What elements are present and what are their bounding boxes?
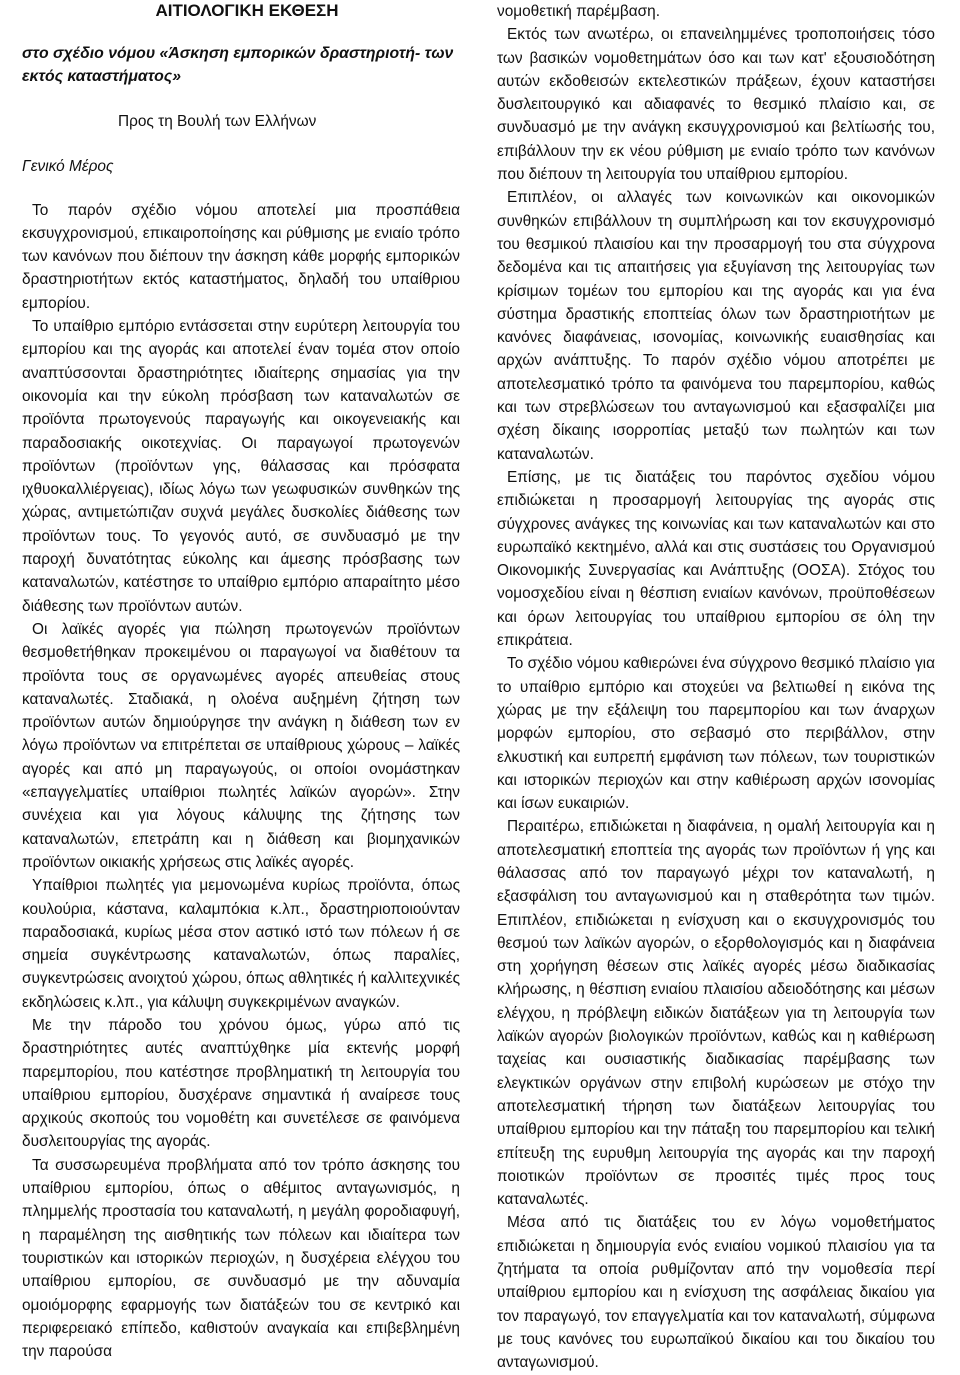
left-column xyxy=(22,0,460,1363)
paragraph: Με την πάροδο του χρόνου όμως, γύρω από τις δραστηριότητες αυτές αναπτύχθηκε μία εκτενής μορφή παρεμπορίου, που κατέστησε προβληματική τη λειτουργία του υπαίθριου εμπορίου, δυσχέρανε σημαντικά ή αναίρεσε τους αρχικούς σκοπούς του νομοθέτη και συνετέλεσε σε φαινόμενα δυσλειτουργίας της αγοράς. xyxy=(22,1016,460,1151)
paragraph: Επίσης, με τις διατάξεις του παρόντος σχεδίου νόμου επιδιώκεται η προσαρμογή λειτουργίας της αγοράς στις σύγχρονες ανάγκες της κοινωνίας και των καταναλωτών και στο ευρωπαϊκό κεκτημένο, αλλά και στις συστάσεις του Οργανισμού Οικονομικής Συνεργασίας και Ανάπτυξης (ΟΟΣΑ). Στόχος του νομοσχεδίου είναι η θέσπιση ενιαίων κανόνων, προϋποθέσεων και όρων λειτουργίας του υπαίθριου εμπορίου σε όλη την επικράτεια. xyxy=(497,468,935,650)
paragraph: Οι λαϊκές αγορές για πώληση πρωτογενών προϊόντων θεσμοθετήθηκαν προκειμένου οι παραγωγοί να διαθέτουν τα προϊόντα τους σε οργανωμένες αγορές απευθείας στους καταναλωτές. Σταδιακά, η ολοένα αυξημένη ζήτηση των προϊόντων αυτών δημιούργησε την ανάγκη η διάθεση των εν λόγω προϊόντων να επιτρέπεται σε υπαίθριους χώρους – λαϊκές αγορές και από μη παραγωγούς, οι οποίοι ονομάστηκαν «επαγγελματίες υπαίθριοι πωλητές λαϊκών αγορών». Στην συνέχεια και για λόγους κάλυψης της ζήτησης των καταναλωτών, επετράπη και η διάθεση και βιομηχανικών προϊόντων οικιακής χρήσεως στις λαϊκές αγορές. xyxy=(22,620,460,871)
paragraph: Το παρόν σχέδιο νόμου αποτελεί μια προσπάθεια εκσυγχρονισμού, επικαιροποίησης και ρύθμισης με ενιαίο τρόπο των κανόνων που διέπουν την άσκηση κάθε μορφής εμπορικών δραστηριοτήτων εκτός καταστήματος, δηλαδή του υπαίθριου εμπορίου. xyxy=(22,201,460,312)
right-column xyxy=(497,0,935,1375)
paragraph: Μέσα από τις διατάξεις του εν λόγω νομοθετήματος επιδιώκεται η δημιουργία ενός ενιαίου νομικού πλαισίου για τα ζητήματα τα οποία ρυθμίζονταν από την νομοθεσία περί υπαίθριου εμπορίου και η ενίσχυση της ασφάλειας δικαίου για τον παραγωγό, τον επαγγελματία και τον καταναλωτή, σύμφωνα με τους κανόνες του ευρωπαϊκού δικαίου και του δικαίου του ανταγωνισμού. xyxy=(497,1214,935,1372)
document-title: ΑΙΤΙΟΛΟΓΙΚΗ ΕΚΘΕΣΗ xyxy=(155,1,339,20)
paragraph: Τα συσσωρευμένα προβλήματα από τον τρόπο άσκησης του υπαίθριου εμπορίου, όπως ο αθέμιτος ανταγωνισμός, η πλημμελής προστασία του καταναλωτή, η μεγάλη φοροδιαφυγή, η παραμέληση της αισθητικής των πόλεων και ιδιαίτερα των τουριστικών και ιστορικών περιοχών, η δυσχέρεια ελέγχου του υπαίθριου εμπορίου, σε συνδυασμό με την αδυναμία ομοιόμορφης εφαρμογής των διατάξεών του σε κεντρικό και περιφερειακό επίπεδο, καθιστούν αναγκαία και επιβεβλημένη την παρούσα xyxy=(22,1156,460,1361)
section-label: Γενικό Μέρος xyxy=(22,158,114,176)
paragraph: Εκτός των ανωτέρω, οι επανειλημμένες τροποποιήσεις τόσο των βασικών νομοθετημάτων όσο και των κατ' εξουσιοδότηση αυτών εκδοθεισών εκτελεστικών πράξεων, έχουν καταστήσει δυσλειτουργικό και αδιαφανές το θεσμικό πλαίσιο και, σε συνδυασμό με την ανάγκη εκσυγχρονισμού και βελτίωσής του, επιβάλλουν την εκ νέου ρύθμιση με ενιαίο τρόπο των κανόνων που διέπουν τη λειτουργία του υπαίθριου εμπορίου. xyxy=(497,26,935,184)
paragraph: Επιπλέον, οι αλλαγές των κοινωνικών και οικονομικών συνθηκών επιβάλλουν τη συμπλήρωση και τον εκσυγχρονισμό του θεσμικού πλαισίου και την προσαρμογή του στα σύγχρονα δεδομένα και τις απαιτήσεις για εξυγίανση της λειτουργίας των κρίσιμων τομέων του εμπορίου και της αγοράς και για ένα σύστημα δραστικής εποπτείας όλων των δραστηριοτήτων με κανόνες διαφάνειας, ισονομίας, κοινωνικής ευαισθησίας και αρχών ανάπτυξης. Το παρόν σχέδιο νόμου αποτρέπει με αποτελεσματικό τρόπο τα φαινόμενα του παρεμπορίου, καθώς και των στρεβλώσεων του ανταγωνισμού και εξασφαλίζει μια σχέση δίκαιης ισορροπίας μεταξύ των πωλητών και των καταναλωτών. xyxy=(497,189,935,463)
paragraph: Περαιτέρω, επιδιώκεται η διαφάνεια, η ομαλή λειτουργία και η αποτελεσματική εποπτεία της αγοράς των προϊόντων ή γης και θάλασσας από τον παραγωγό μέχρι τον καταναλωτή, η εξασφάλιση του ανταγωνισμού και η σταθερότητα των τιμών. Επιπλέον, επιδιώκεται η ενίσχυση και ο εκσυγχρονισμός του θεσμού των λαϊκών αγορών, ο εξορθολογισμός και η διαφάνεια στη χορήγηση θέσεων στις λαϊκές αγορές μέσω διαδικασίας κλήρωσης, η θέσπιση ενιαίου πλαισίου αδειοδότησης και μέσων ελέγχου, η πρόβλεψη ειδικών διατάξεων για τη λειτουργία των λαϊκών αγορών βιολογικών προϊόντων, καθώς και η καθιέρωση ταχείας και ουσιαστικής διαδικασίας παρέμβασης των ελεγκτικών οργάνων στην επιβολή κυρώσεων με στόχο την αποτελεσματική τήρηση των διατάξεων λειτουργίας του υπαίθριου εμπορίου και την πάταξη του παρεμπορίου και τελική επίτευξη της ευρυθμη λειτουργία της αγοράς και την παροχή ποιοτικών προϊόντων σε προσιτές τιμές προς τους καταναλωτές. xyxy=(497,818,935,1209)
paragraph-continuation: νομοθετική παρέμβαση. xyxy=(497,3,660,20)
paragraph: Το υπαίθριο εμπόριο εντάσσεται στην ευρύτερη λειτουργία του εμπορίου και της αγοράς και αποτελεί έναν τομέα στον οποίο αναπτύσσονται δραστηριότητες ιδιαίτερης σημασίας για την οικονομία και την εύκολη πρόσβαση των καταναλωτών σε προϊόντα πρωτογενούς παραγωγής και οικογενειακής και παραδοσιακής οικοτεχνίας. Οι παραγωγοί πρωτογενών προϊόντων (προϊόντων γης, θάλασσας και πρόσφατα ιχθυοκαλλιέργειας), ιδίως λόγω των γεωφυσικών συνθηκών της χώρας, αντιμετώπιζαν συχνά μεγάλες δυσκολίες διάθεσης των προϊόντων τους. Το γεγονός αυτό, σε συνδυασμό με την παροχή δυνατότητας εύκολης και άμεσης πρόσβασης των καταναλωτών, κατέστησε το υπαίθριο εμπόριο απαραίτητο μέσο διάθεσης των προϊόντων αυτών. xyxy=(22,318,460,615)
paragraph: Το σχέδιο νόμου καθιερώνει ένα σύγχρονο θεσμικό πλαίσιο για το υπαίθριο εμπόριο και στοχεύει να βελτιωθεί η εικόνα της χώρας με την εξάλειψη του παρεμπορίου και των άναρχων μορφών εμπορίου, στο σεβασμό στο περιβάλλον, στην ελκυστική και ευπρεπή εμφάνιση των πόλεων, των τουριστικών και ιστορικών περιοχών και στην καθιέρωση αρχών ισονομίας και ίσων ευκαιριών. xyxy=(497,655,935,813)
paragraph: Υπαίθριοι πωλητές για μεμονωμένα κυρίως προϊόντα, όπως κουλούρια, κάστανα, καλαμπόκια κ.λπ., δραστηριοποιούνταν παραδοσιακά, κυρίως μέσα στον αστικό ιστό των πόλεων ή σε σημεία συγκέντρωσης καταναλωτών, όπως παραλίες, συγκεντρώσεις ανοιχτού χώρου, όπως αθλητικές ή καλλιτεχνικές εκδηλώσεις κ.λπ., για κάλυψη συγκεκριμένων αναγκών. xyxy=(22,877,460,1011)
addressee: Προς τη Βουλή των Ελλήνων xyxy=(118,113,317,130)
document-subtitle: στο σχέδιο νόμου «Άσκηση εμπορικών δραστηριοτή- των εκτός καταστήματος» xyxy=(22,45,454,85)
